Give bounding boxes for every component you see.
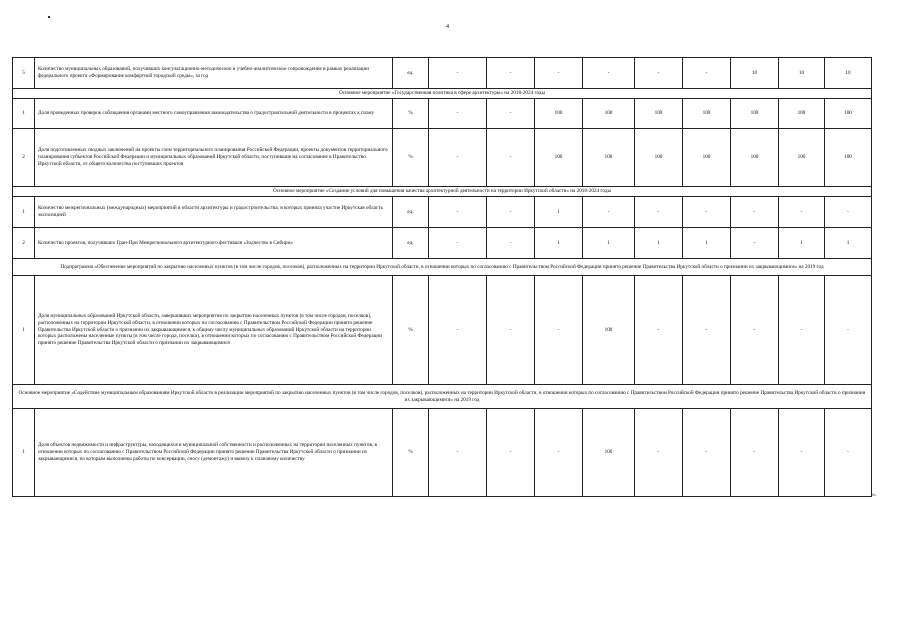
row-number: 5 [13, 58, 35, 89]
value-cell: - [535, 409, 583, 497]
indicator-name: Количество межрегиональных (международных) мероприятий в области архитектуры и градостроительства, в которых приняла участие Иркутская область экспозицией [35, 197, 393, 228]
indicator-name: Доля муниципальных образований Иркутской области, завершивших мероприятия по закрытию населенных пунктов (в том числе городов, поселков), расположенных на территории Иркутской области, в отношении которых по согласованию с Правительством Российской Федерации принято решение Правительства Иркутской области о признании их закрывающимися, к общему числу муниципальных образований Иркутской области на территории которых расположены населенные пункты (в том числе города, поселки), в отношении которых по согласованию с Правительством Российской Федерации принято решение Правительства Иркутской области о признании их закрывающимися [35, 276, 393, 385]
value-cell: - [535, 58, 583, 89]
value-cell: - [583, 197, 635, 228]
value-cell: 1 [535, 228, 583, 259]
indicator-name: Доля проведенных проверок соблюдения органами местного самоуправления законодательства о градостроительной деятельности в процентах к плану [35, 99, 393, 129]
value-cell: 1 [825, 228, 872, 259]
page-number: 4 [446, 24, 449, 30]
value-cell: 100 [583, 129, 635, 187]
row-number: 1 [13, 99, 35, 129]
unit-cell: % [393, 99, 429, 129]
unit-cell: % [393, 276, 429, 385]
value-cell: - [779, 197, 825, 228]
value-cell: - [487, 197, 535, 228]
value-cell: 1 [683, 228, 731, 259]
value-cell: 100 [583, 99, 635, 129]
unit-cell: % [393, 129, 429, 187]
value-cell: - [825, 197, 872, 228]
indicator-name: Количество муниципальных образований, получивших консультационно-методическое и учебно-аналитическое сопровождение в рамках реализации федерального проекта «Формирование комфортной городской среды», за год [35, 58, 393, 89]
value-cell: 1 [635, 228, 683, 259]
value-cell: - [635, 276, 683, 385]
value-cell: - [429, 129, 487, 187]
value-cell: - [429, 99, 487, 129]
value-cell: - [779, 409, 825, 497]
table-row [13, 129, 872, 187]
value-cell: - [825, 276, 872, 385]
value-cell: - [731, 197, 779, 228]
value-cell: - [487, 276, 535, 385]
value-cell: - [635, 58, 683, 89]
section-title: Основное мероприятие «Содействие муниципальным образованиям Иркутской области в реализации мероприятий по закрытию населенных пунктов (в том числе городов, поселков), расположенных на территории Иркутской области, в отношении которых по согласованию с Правительством Российской Федерации принято решение Правительства Иркутской области о признании их закрывающимися» на 2019 год [13, 385, 872, 409]
value-cell: - [429, 228, 487, 259]
value-cell: - [429, 58, 487, 89]
table-row [13, 197, 872, 228]
value-cell: - [635, 409, 683, 497]
value-cell: - [429, 276, 487, 385]
value-cell: 100 [535, 99, 583, 129]
value-cell: - [683, 409, 731, 497]
section-row [13, 259, 872, 276]
value-cell: 100 [635, 129, 683, 187]
value-cell: 100 [825, 99, 872, 129]
value-cell: 100 [683, 129, 731, 187]
value-cell: - [683, 197, 731, 228]
value-cell: - [683, 276, 731, 385]
section-row [13, 89, 872, 99]
value-cell: - [731, 276, 779, 385]
section-row [13, 187, 872, 197]
value-cell: 1 [779, 228, 825, 259]
row-number: 1 [13, 409, 35, 497]
unit-cell: ед. [393, 228, 429, 259]
section-row [13, 385, 872, 409]
table-row [13, 409, 872, 497]
table-row [13, 228, 872, 259]
section-title: Основное мероприятие «Создание условий для повышения качества архитектурной деятельности на территории Иркутской области» на 2018-2024 годы [13, 187, 872, 197]
value-cell: - [487, 58, 535, 89]
value-cell: 100 [683, 99, 731, 129]
value-cell: 100 [635, 99, 683, 129]
value-cell: 1 [535, 197, 583, 228]
indicator-name: Доля объектов недвижимости и инфраструктуры, находящихся в муниципальной собственности и расположенных на территории населенных пунктов, в отношении которых по согласованию с Правительством Российской Федерации принято решение Правительства Иркутской области о признании их закрывающимися, по которым выполнены работы по консервации, сносу (демонтажу) и вывозу к плановому количеству [35, 409, 393, 497]
value-cell: - [779, 276, 825, 385]
value-cell: 100 [825, 129, 872, 187]
unit-cell: ед. [393, 58, 429, 89]
value-cell: 100 [731, 129, 779, 187]
value-cell: 100 [535, 129, 583, 187]
indicators-table [12, 57, 872, 497]
unit-cell: ед. [393, 197, 429, 228]
value-cell: - [487, 99, 535, 129]
value-cell: - [825, 409, 872, 497]
value-cell: 100 [779, 129, 825, 187]
section-title: Подпрограмма «Обеспечение мероприятий по закрытию населенных пунктов (в том числе городов, поселков), расположенных на территории Иркутской области, в отношении которых по согласованию с Правительством Российской Федерации принято решение Правительства Иркутской области о признании их закрывающимися» на 2019 год [13, 259, 872, 276]
indicator-name: Доля подготовленных сводных заключений на проекты схем территориального планирования Российской Федерации, проекты документов территориального планирования субъектов Российской Федерации и муниципальных образований Иркутской области, поступившие на согласование в Правительство Иркутской области, от общего количества поступивших проектов [35, 129, 393, 187]
row-number: 1 [13, 197, 35, 228]
section-title: Основное мероприятие «Государственная политика в сфере архитектуры» на 2018-2024 годы [13, 89, 872, 99]
value-cell: - [731, 228, 779, 259]
value-cell: 10 [779, 58, 825, 89]
value-cell: 100 [731, 99, 779, 129]
value-cell: 10 [731, 58, 779, 89]
table-row [13, 99, 872, 129]
row-number: 2 [13, 129, 35, 187]
value-cell: - [487, 228, 535, 259]
value-cell: - [731, 409, 779, 497]
value-cell: 1 [583, 228, 635, 259]
value-cell: - [487, 129, 535, 187]
indicator-name: Количество проектов, получивших Гран-При Межрегионального архитектурного фестиваля «Зодчество в Сибири» [35, 228, 393, 259]
row-number: 1 [13, 276, 35, 385]
value-cell: - [635, 197, 683, 228]
value-cell: - [583, 58, 635, 89]
table-row [13, 58, 872, 89]
value-cell: 100 [779, 99, 825, 129]
unit-cell: % [393, 409, 429, 497]
value-cell: - [535, 276, 583, 385]
value-cell: - [429, 409, 487, 497]
value-cell: 10 [825, 58, 872, 89]
row-number: 2 [13, 228, 35, 259]
page-tail-mark: ». [872, 492, 877, 498]
value-cell: - [487, 409, 535, 497]
table-row [13, 276, 872, 385]
value-cell: - [429, 197, 487, 228]
scan-speck [48, 16, 50, 18]
value-cell: 100 [583, 409, 635, 497]
value-cell: 100 [583, 276, 635, 385]
value-cell: - [683, 58, 731, 89]
